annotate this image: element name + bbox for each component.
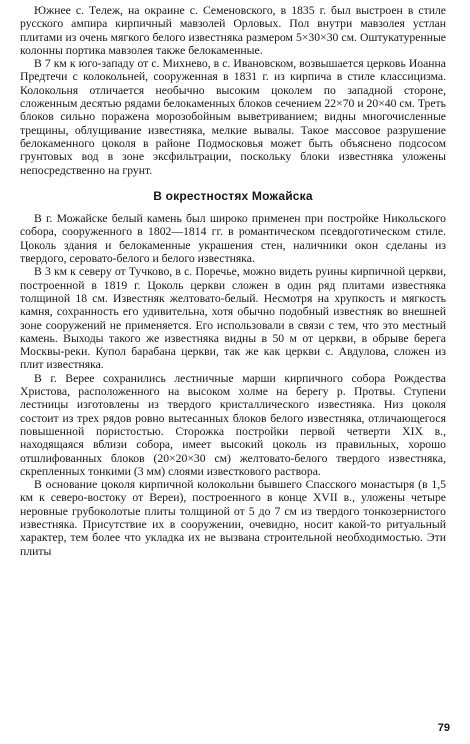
paragraph-mozhaisk-cathedral: В г. Можайске белый камень был широко применен при постройке Никольского собора, сооруженного в 1802—1814 гг. в романтическом псевдоготическом стиле. Цоколь здания и белокаменные украшения стен, наличники окон сделаны из твердого, серовато-белого и белого известняка. bbox=[20, 212, 446, 266]
page-body bbox=[20, 4, 446, 558]
paragraph-mausoleum: Южнее с. Тележ, на окраине с. Семеновского, в 1835 г. был выстроен в стиле русского ампира кирпичный мавзолей Орловых. Пол внутри мавзолея устлан плитами из очень мягкого белого известняка размером 5×30×30 см. Оштукатуренные колонны портика мавзолея также белокаменные. bbox=[20, 4, 446, 57]
paragraph-ivanovskoe-church: В 7 км к юго-западу от с. Михнево, в с. Ивановском, возвышается церковь Иоанна Предтечи с колокольней, сооруженная в 1831 г. из кирпича в стиле классицизма. Колокольня отличается необычно высоким цоколем по западной стороне, сложенным десятью рядами белокаменных блоков сечением 22×70 и 20×40 см. Треть блоков сильно поражена морозобойным выветриванием; видны многочисленные трещины, облущивание известняка, мелкие вывалы. Такое массовое разрушение белокаменного цоколя в районе Подмосковья может быть объяснено подсосом грунтовых вод в зоне эксфильтрации, поскольку блоки известняка уложены непосредственно на грунт. bbox=[20, 57, 446, 177]
paragraph-vereya-cathedral: В г. Верее сохранились лестничные марши кирпичного собора Рождества Христова, расположенного на высоком холме на берегу р. Протвы. Ступени лестницы изготовлены из твердого кристаллического известняка. Низ цоколя состоит из трех рядов ровно вытесанных блоков белого известняка, отличающегося повышенной пористостью. Сторожка постройки первой четверти XIX в., находящаяся вблизи собора, имеет высокий цоколь из правильных, хорошо отшлифованных блоков (20×20×30 см) желтовато-белого твердого известняка, скрепленных тонкими (3 мм) слоями известкового раствора. bbox=[20, 371, 446, 478]
section-heading: В окрестностях Можайска bbox=[153, 188, 313, 203]
paragraph-porechye-church: В 3 км к северу от Тучково, в с. Поречье, можно видеть руины кирпичной церкви, построенной в 1819 г. Цоколь церкви сложен в один ряд плитами известняка толщиной 18 см. Известняк желтовато-белый. Несмотря на хрупкость и мягкость камня, сохранность его удивительна, хотя обычно подобный известняк во внешней зоне сооружений не применяется. Его использовали в связи с тем, что это местный камень. Выходы такого же известняка видны в 50 м от церкви, в обрыве берега Москвы-реки. Купол барабана церкви, так же как церкви с. Авдулова, сложен из плит известняка. bbox=[20, 265, 446, 372]
page-number: 79 bbox=[437, 722, 450, 734]
paragraph-spassky-monastery: В основание цоколя кирпичной колокольни бывшего Спасского монастыря (в 1,5 км к северо-востоку от Вереи), построенного в конце XVII в., уложены четыре неровные грубоколотые плиты толщиной от 5 до 7 см из твердого тонкозернистого известняка. Присутствие их в сооружении, очевидно, носит какой-то ритуальный характер, тем более что укладка их не вызвана строительной необходимостью. Эти плиты bbox=[20, 478, 446, 558]
